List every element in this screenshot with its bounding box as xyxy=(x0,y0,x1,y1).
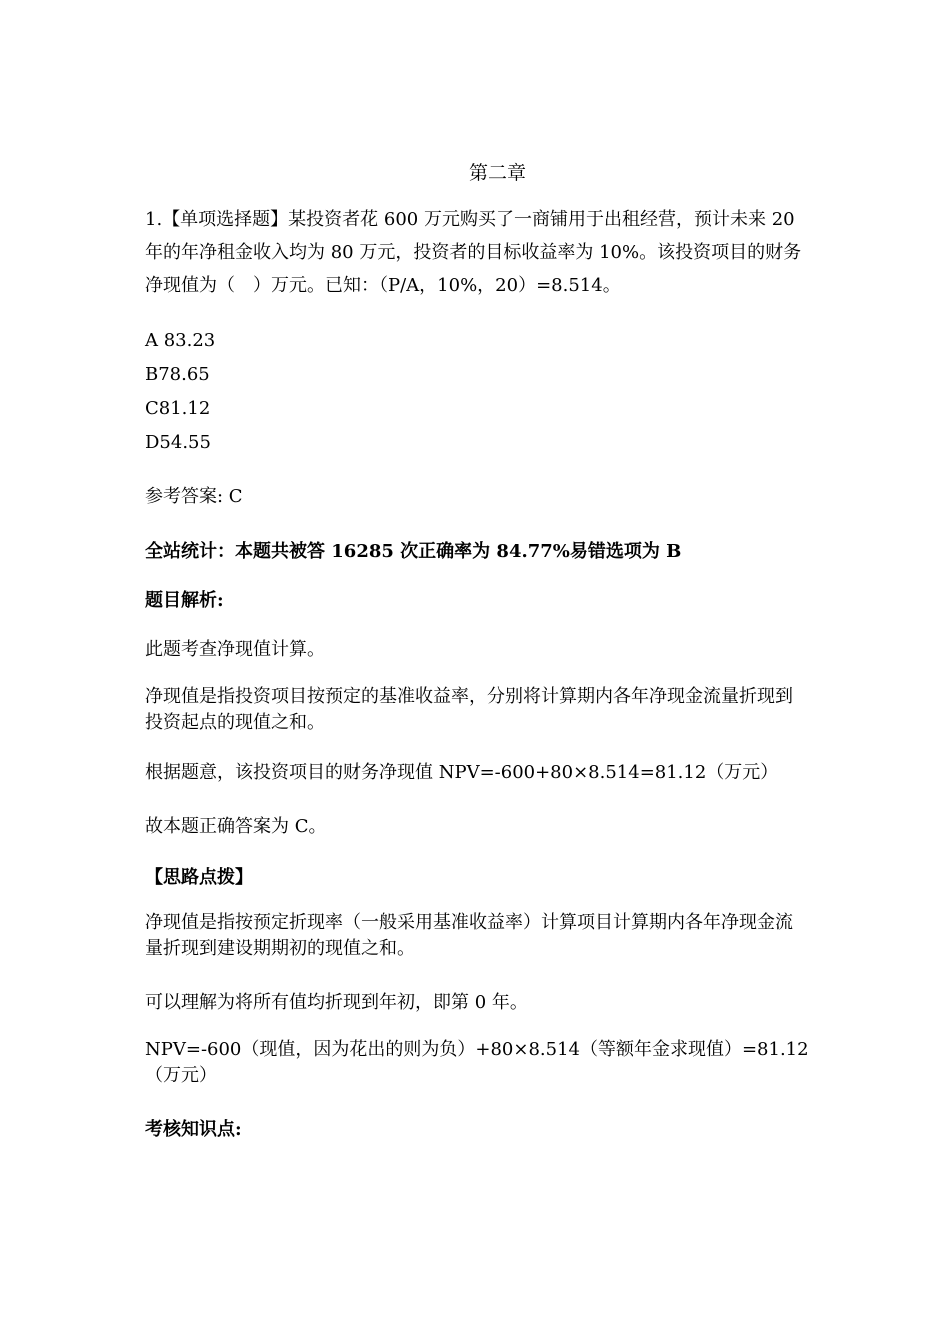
analysis-paragraph: 净现值是指投资项目按预定的基准收益率，分别将计算期内各年净现金流量折现到投资起点的现值之和。 xyxy=(145,686,793,733)
chapter-title: 第二章 xyxy=(468,162,526,184)
hint-paragraph: 可以理解为将所有值均折现到年初，即第 0 年。 xyxy=(145,992,528,1013)
reference-answer: 参考答案: C xyxy=(145,486,243,507)
option-c: C81.12 xyxy=(145,398,211,419)
site-stats: 全站统计：本题共被答 16285 次正确率为 84.77%易错选项为 B xyxy=(145,541,682,562)
knowledge-heading: 考核知识点: xyxy=(145,1119,242,1140)
question-text: 1.【单项选择题】某投资者花 600 万元购买了一商铺用于出租经营，预计未来 20 年的年净租金收入均为 80 万元，投资者的目标收益率为 10%。该投资项目的财务净现值为（ ）万元。已知：（P/A，10%，20）=8.514。 xyxy=(145,209,802,296)
options-list xyxy=(145,324,810,460)
analysis-heading: 题目解析: xyxy=(145,590,224,611)
hint-paragraph: 净现值是指按预定折现率（一般采用基准收益率）计算项目计算期内各年净现金流量折现到建设期期初的现值之和。 xyxy=(145,912,793,959)
analysis-paragraph: 此题考查净现值计算。 xyxy=(145,639,325,660)
hint-heading: 【思路点拨】 xyxy=(145,867,253,888)
option-b: B78.65 xyxy=(145,364,210,385)
option-a: A 83.23 xyxy=(145,330,216,351)
analysis-paragraph: 根据题意，该投资项目的财务净现值 NPV=-600+80×8.514=81.12（万元） xyxy=(145,762,779,783)
option-d: D54.55 xyxy=(145,432,211,453)
hint-paragraph: NPV=-600（现值，因为花出的则为负）+80×8.514（等额年金求现值）=81.12（万元） xyxy=(145,1039,809,1086)
document-page xyxy=(145,158,810,1146)
analysis-paragraph: 故本题正确答案为 C。 xyxy=(145,816,327,837)
